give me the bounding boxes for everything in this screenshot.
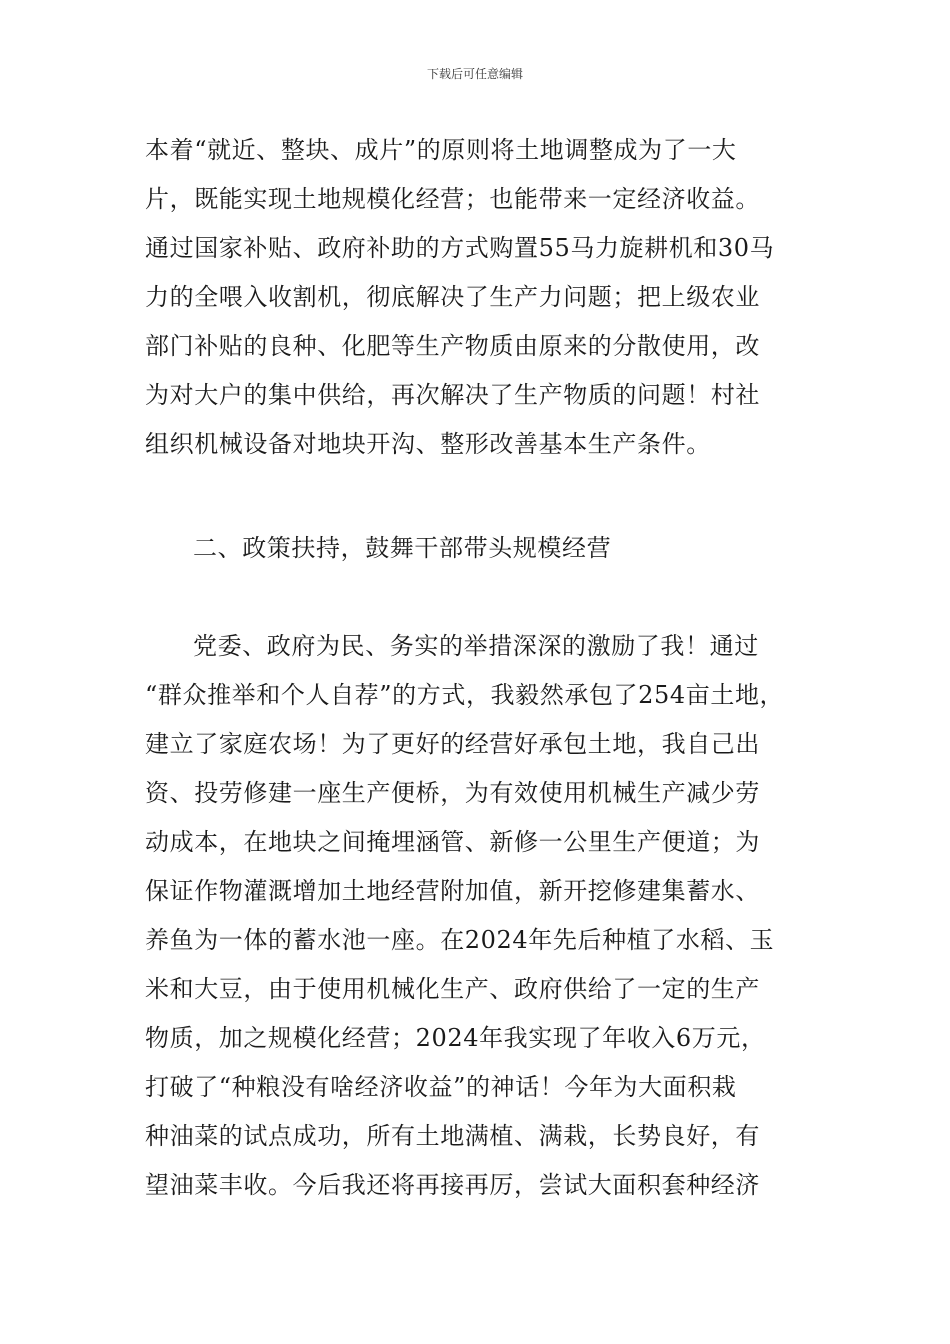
paragraph-line: 党委、政府为民、务实的举措深深的激励了我！通过	[193, 632, 759, 660]
paragraph-line: 物质，加之规模化经营；2024年我实现了年收入6万元，	[145, 1024, 766, 1052]
paragraph-line: 保证作物灌溉增加土地经营附加值，新开挖修建集蓄水、	[145, 877, 760, 905]
paragraph-line: 片，既能实现土地规模化经营；也能带来一定经济收益。	[145, 185, 760, 213]
paragraph-line: 部门补贴的良种、化肥等生产物质由原来的分散使用，改	[145, 332, 760, 360]
paragraph-line: 望油菜丰收。今后我还将再接再厉，尝试大面积套种经济	[145, 1171, 760, 1199]
paragraph-line: 米和大豆，由于使用机械化生产、政府供给了一定的生产	[145, 975, 760, 1003]
paragraph-line: 力的全喂入收割机，彻底解决了生产力问题；把上级农业	[145, 283, 760, 311]
paragraph-line: 资、投劳修建一座生产便桥，为有效使用机械生产减少劳	[145, 779, 760, 807]
paragraph-line: 建立了家庭农场！为了更好的经营好承包土地，我自己出	[145, 730, 760, 758]
section-heading-text: 二、政策扶持，鼓舞干部带头规模经营	[193, 534, 612, 562]
paragraph-line: “群众推举和个人自荐”的方式，我毅然承包了254亩土地，	[145, 681, 785, 709]
paragraph-land-consolidation	[145, 126, 825, 469]
paragraph-line: 打破了“种粮没有啥经济收益”的神话！今年为大面积栽	[145, 1073, 737, 1101]
section-heading	[145, 524, 825, 573]
paragraph-line: 种油菜的试点成功，所有土地满植、满栽，长势良好，有	[145, 1122, 760, 1150]
paragraph-line: 为对大户的集中供给，再次解决了生产物质的问题！村社	[145, 381, 760, 409]
page-header: 下载后可任意编辑	[426, 67, 523, 81]
paragraph-line: 组织机械设备对地块开沟、整形改善基本生产条件。	[145, 430, 711, 458]
paragraph-line: 养鱼为一体的蓄水池一座。在2024年先后种植了水稻、玉	[145, 926, 775, 954]
paragraph-line: 动成本，在地块之间掩埋涵管、新修一公里生产便道；为	[145, 828, 760, 856]
paragraph-line: 通过国家补贴、政府补助的方式购置55马力旋耕机和30马	[145, 234, 775, 262]
paragraph-line: 本着“就近、整块、成片”的原则将土地调整成为了一大	[145, 136, 737, 164]
paragraph-family-farm	[145, 622, 825, 1210]
